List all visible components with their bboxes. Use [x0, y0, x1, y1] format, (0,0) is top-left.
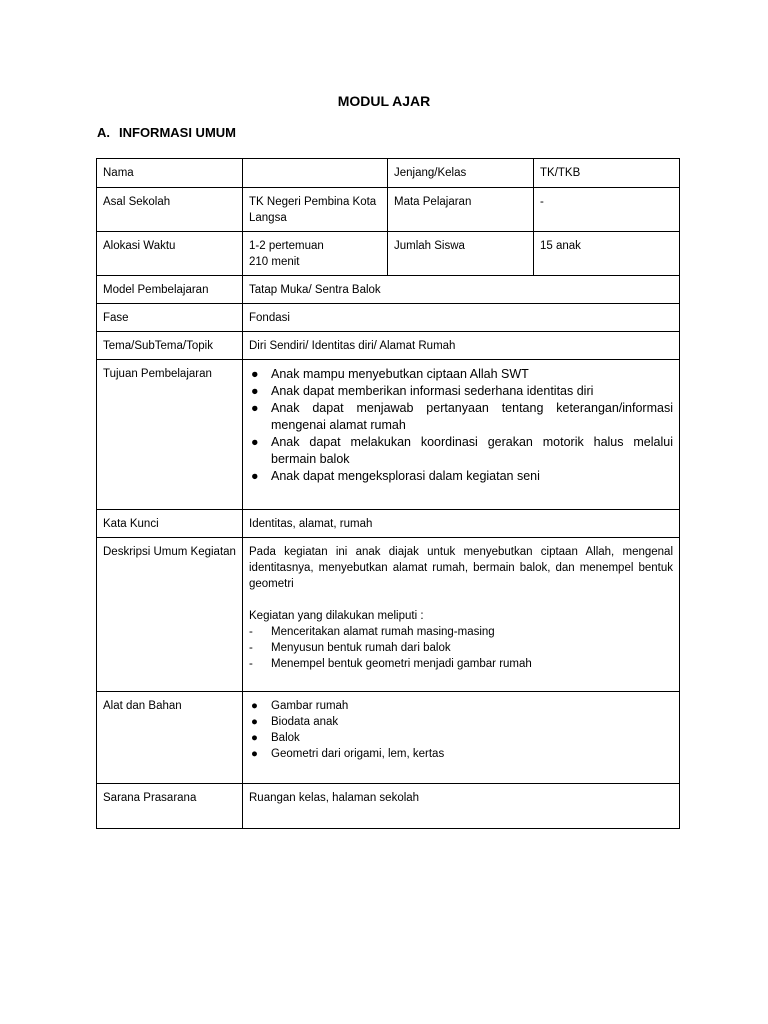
- tujuan-item-text: Anak dapat memberikan informasi sederhana identitas diri: [271, 384, 594, 398]
- list-item: [249, 400, 673, 434]
- list-item: [249, 383, 673, 400]
- label-jumlah-siswa: Jumlah Siswa: [388, 232, 534, 276]
- bullet-icon: ●: [251, 700, 258, 712]
- dash-icon: -: [249, 626, 253, 638]
- list-item: [249, 656, 673, 672]
- list-item: [249, 624, 673, 640]
- deskripsi-intro: Kegiatan yang dilakukan meliputi :: [249, 610, 424, 622]
- list-item: [249, 714, 673, 730]
- value-jumlah-siswa: 15 anak: [534, 232, 680, 276]
- tujuan-item-text: Anak mampu menyebutkan ciptaan Allah SWT: [271, 367, 529, 381]
- list-item: [249, 730, 673, 746]
- value-alokasi-waktu: 1-2 pertemuan 210 menit: [243, 232, 388, 276]
- dash-icon: -: [249, 642, 253, 654]
- value-tema: Diri Sendiri/ Identitas diri/ Alamat Rumah: [243, 332, 680, 360]
- row-tema: [97, 332, 680, 360]
- list-item: [249, 640, 673, 656]
- row-alokasi-waktu: [97, 232, 680, 276]
- alat-item-text: Biodata anak: [271, 716, 339, 728]
- bullet-icon: ●: [251, 469, 259, 483]
- label-alat-bahan: Alat dan Bahan: [97, 692, 243, 784]
- value-kata-kunci: Identitas, alamat, rumah: [243, 510, 680, 538]
- row-sarana-prasarana: [97, 784, 680, 829]
- value-tujuan-pembelajaran: [243, 360, 680, 510]
- tujuan-list: [249, 366, 673, 485]
- alat-list: [249, 698, 673, 762]
- bullet-icon: ●: [251, 401, 259, 415]
- bullet-icon: ●: [251, 748, 258, 760]
- list-item: [249, 468, 673, 485]
- bullet-icon: ●: [251, 716, 258, 728]
- bullet-icon: ●: [251, 435, 259, 449]
- value-sarana-prasarana: Ruangan kelas, halaman sekolah: [243, 784, 680, 829]
- value-model-pembelajaran: Tatap Muka/ Sentra Balok: [243, 276, 680, 304]
- row-fase: [97, 304, 680, 332]
- kegiatan-item-text: Menempel bentuk geometri menjadi gambar rumah: [271, 658, 532, 670]
- row-deskripsi: [97, 538, 680, 692]
- row-tujuan-pembelajaran: [97, 360, 680, 510]
- bullet-icon: ●: [251, 384, 259, 398]
- alat-item-text: Gambar rumah: [271, 700, 349, 712]
- label-jenjang: Jenjang/Kelas: [388, 159, 534, 188]
- label-deskripsi: Deskripsi Umum Kegiatan: [97, 538, 243, 692]
- label-tema: Tema/SubTema/Topik: [97, 332, 243, 360]
- value-deskripsi: [243, 538, 680, 692]
- value-alat-bahan: [243, 692, 680, 784]
- row-nama: [97, 159, 680, 188]
- tujuan-item-text: Anak dapat melakukan koordinasi gerakan motorik halus melalui bermain balok: [271, 435, 673, 466]
- row-asal-sekolah: [97, 188, 680, 232]
- value-mata-pelajaran: -: [534, 188, 680, 232]
- value-asal-sekolah: TK Negeri Pembina Kota Langsa: [243, 188, 388, 232]
- kegiatan-item-text: Menceritakan alamat rumah masing-masing: [271, 626, 495, 638]
- dash-icon: -: [249, 658, 253, 670]
- row-model-pembelajaran: [97, 276, 680, 304]
- list-item: [249, 698, 673, 714]
- section-title: INFORMASI UMUM: [119, 125, 236, 140]
- label-nama: Nama: [97, 159, 243, 188]
- bullet-icon: ●: [251, 732, 258, 744]
- label-kata-kunci: Kata Kunci: [97, 510, 243, 538]
- row-alat-bahan: [97, 692, 680, 784]
- label-alokasi-waktu: Alokasi Waktu: [97, 232, 243, 276]
- value-nama: [243, 159, 388, 188]
- list-item: [249, 434, 673, 468]
- kegiatan-item-text: Menyusun bentuk rumah dari balok: [271, 642, 451, 654]
- deskripsi-paragraph: Pada kegiatan ini anak diajak untuk menyebutkan ciptaan Allah, mengenal identitasnya, menyebutkan alamat rumah, bermain balok, dan menempel bentuk geometri: [249, 546, 673, 590]
- tujuan-item-text: Anak dapat mengeksplorasi dalam kegiatan seni: [271, 469, 540, 483]
- bullet-icon: ●: [251, 367, 259, 381]
- value-jenjang: TK/TKB: [534, 159, 680, 188]
- value-fase: Fondasi: [243, 304, 680, 332]
- info-table: [96, 158, 680, 829]
- label-mata-pelajaran: Mata Pelajaran: [388, 188, 534, 232]
- label-asal-sekolah: Asal Sekolah: [97, 188, 243, 232]
- document-title: MODUL AJAR: [337, 93, 431, 109]
- label-sarana-prasarana: Sarana Prasarana: [97, 784, 243, 829]
- section-heading: [97, 124, 236, 142]
- label-model-pembelajaran: Model Pembelajaran: [97, 276, 243, 304]
- label-fase: Fase: [97, 304, 243, 332]
- label-tujuan-pembelajaran: Tujuan Pembelajaran: [97, 360, 243, 510]
- section-number: A.: [97, 125, 110, 140]
- alat-item-text: Geometri dari origami, lem, kertas: [271, 748, 445, 760]
- list-item: [249, 746, 673, 762]
- alat-item-text: Balok: [271, 732, 300, 744]
- kegiatan-list: [249, 624, 673, 672]
- list-item: [249, 366, 673, 383]
- paragraph-gap: [249, 592, 673, 608]
- row-kata-kunci: [97, 510, 680, 538]
- tujuan-item-text: Anak dapat menjawab pertanyaan tentang keterangan/informasi mengenai alamat rumah: [271, 401, 673, 432]
